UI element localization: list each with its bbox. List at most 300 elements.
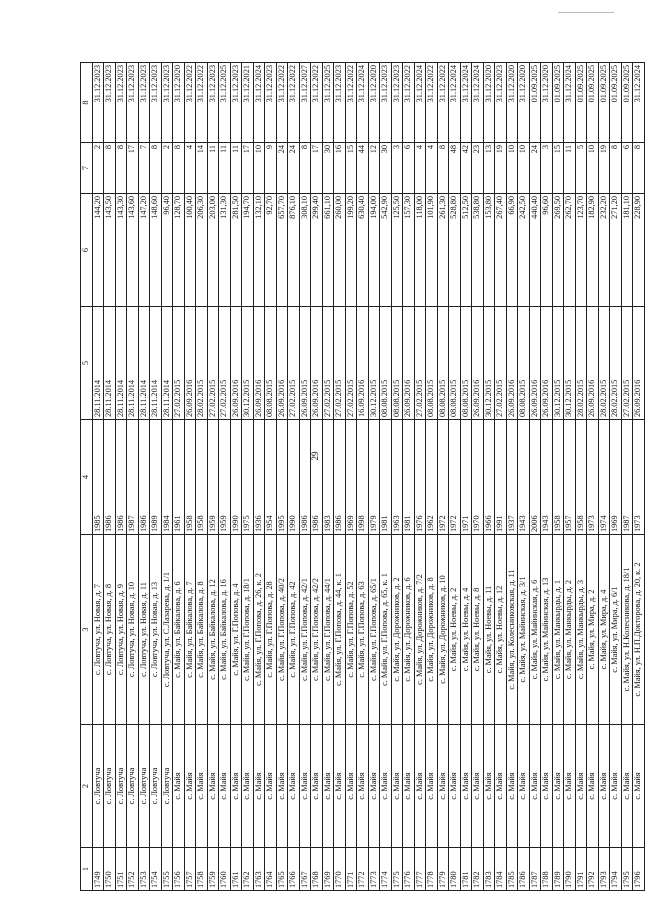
row-number-cell: 1750	[104, 848, 116, 891]
build-year-cell: 1936	[253, 420, 265, 535]
address-cell: с. Ловтуча, ул. Новая, д. 10	[127, 535, 139, 725]
table-row	[368, 63, 380, 891]
area-cell: 228,90	[633, 194, 645, 307]
build-year-cell: 1969	[610, 420, 622, 535]
deadline-cell: 31.12.2023	[265, 63, 277, 143]
address-cell: с. Ловтуча, ул. Новая, д. 9	[115, 535, 127, 725]
build-year-cell: 1990	[288, 420, 300, 535]
address-cell: с. Майя, ул. Ноевы, д. 12	[495, 535, 507, 725]
deadline-cell: 31.12.2023	[127, 63, 139, 143]
deadline-cell: 01.09.2025	[575, 63, 587, 143]
table-row	[357, 63, 369, 891]
deadline-cell: 01.09.2025	[621, 63, 633, 143]
address-cell: с. Майя, ул. Байкалова, д. 6	[173, 535, 185, 725]
table-row	[334, 63, 346, 891]
deadline-cell: 01.09.2025	[552, 63, 564, 143]
row-number-cell: 1790	[564, 848, 576, 891]
count-cell: 30	[380, 143, 392, 194]
count-cell: 10	[518, 143, 530, 194]
table-row	[633, 63, 645, 891]
deadline-cell: 31.12.2020	[483, 63, 495, 143]
build-year-cell: 1966	[483, 420, 495, 535]
date-cell: 28.11.2014	[150, 307, 162, 420]
build-year-cell: 1943	[541, 420, 553, 535]
date-cell: 27.02.2015	[288, 307, 300, 420]
build-year-cell: 1975	[242, 420, 254, 535]
row-number-cell: 1781	[460, 848, 472, 891]
address-cell: с. Майя, ул. Майинская, д. 13	[541, 535, 553, 725]
deadline-cell: 01.09.2025	[610, 63, 622, 143]
build-year-cell: 1986	[311, 420, 323, 535]
row-number-cell: 1754	[150, 848, 162, 891]
deadline-cell: 31.12.2023	[207, 63, 219, 143]
area-cell: 262,70	[564, 194, 576, 307]
address-cell: с. Ловтуча, ул. Новая, д. 13	[150, 535, 162, 725]
settlement-cell: с. Майя	[299, 725, 311, 848]
settlement-cell: с. Майя	[460, 725, 472, 848]
table-row	[276, 63, 288, 891]
address-cell: с. Майя, ул. Г.Попова, д. 63	[357, 535, 369, 725]
table-row	[541, 63, 553, 891]
count-cell: 14	[196, 143, 208, 194]
date-cell: 08.08.2015	[518, 307, 530, 420]
deadline-cell: 31.12.2024	[253, 63, 265, 143]
date-cell: 28.11.2014	[161, 307, 173, 420]
date-cell: 26.09.2016	[633, 307, 645, 420]
count-cell: 15	[552, 143, 564, 194]
count-cell: 44	[357, 143, 369, 194]
build-year-cell: 1998	[357, 420, 369, 535]
count-cell: 12	[368, 143, 380, 194]
table-row	[460, 63, 472, 891]
deadline-cell: 31.12.2024	[357, 63, 369, 143]
area-cell: 308,10	[299, 194, 311, 307]
count-cell: 17	[311, 143, 323, 194]
count-cell: 4	[184, 143, 196, 194]
column-header: 4	[81, 420, 93, 535]
row-number-cell: 1761	[230, 848, 242, 891]
address-cell: с. Майя, ул. Г.Попова, д. 52	[345, 535, 357, 725]
row-number-cell: 1795	[621, 848, 633, 891]
build-year-cell: 1943	[518, 420, 530, 535]
deadline-cell: 31.12.2024	[472, 63, 484, 143]
settlement-cell: с. Майя	[506, 725, 518, 848]
row-number-cell: 1769	[322, 848, 334, 891]
date-cell: 28.02.2015	[598, 307, 610, 420]
table-body	[92, 63, 644, 891]
table-row	[472, 63, 484, 891]
date-cell: 08.08.2015	[380, 307, 392, 420]
deadline-cell: 31.12.2023	[334, 63, 346, 143]
table-row	[322, 63, 334, 891]
area-cell: 157,30	[403, 194, 415, 307]
address-cell: с. Ловтуча, ул. Новая, д. 11	[138, 535, 150, 725]
date-cell: 26.09.2016	[184, 307, 196, 420]
address-cell: с. Майя, ул. Дорожников, д. 2	[391, 535, 403, 725]
settlement-cell: с. Майя	[598, 725, 610, 848]
address-cell: с. Майя, ул. Дорожников, д. 10	[437, 535, 449, 725]
build-year-cell: 1981	[380, 420, 392, 535]
date-cell: 26.09.2016	[403, 307, 415, 420]
count-cell: 16	[334, 143, 346, 194]
table-row	[529, 63, 541, 891]
build-year-cell: 2006	[529, 420, 541, 535]
count-cell: 11	[230, 143, 242, 194]
build-year-cell: 1985	[92, 420, 104, 535]
count-cell: 17	[127, 143, 139, 194]
build-year-cell: 1995	[276, 420, 288, 535]
area-cell: 131,30	[219, 194, 231, 307]
settlement-cell: с. Майя	[322, 725, 334, 848]
area-cell: 271,20	[610, 194, 622, 307]
table-row	[391, 63, 403, 891]
date-cell: 26.09.2016	[529, 307, 541, 420]
settlement-cell: с. Майя	[483, 725, 495, 848]
row-number-cell: 1767	[299, 848, 311, 891]
table-row	[483, 63, 495, 891]
count-cell: 24	[529, 143, 541, 194]
deadline-cell: 31.12.2022	[345, 63, 357, 143]
row-number-cell: 1757	[184, 848, 196, 891]
settlement-cell: с. Майя	[529, 725, 541, 848]
address-cell: с. Майя, ул. Ноевы, д. 4	[460, 535, 472, 725]
settlement-cell: с. Майя	[380, 725, 392, 848]
table-row	[311, 63, 323, 891]
build-year-cell: 1958	[575, 420, 587, 535]
table-row	[150, 63, 162, 891]
table-row	[345, 63, 357, 891]
date-cell: 08.08.2015	[265, 307, 277, 420]
row-number-cell: 1788	[541, 848, 553, 891]
table-row	[230, 63, 242, 891]
page-number: 29	[310, 451, 320, 461]
row-number-cell: 1786	[518, 848, 530, 891]
deadline-cell: 31.12.2020	[541, 63, 553, 143]
table-row	[173, 63, 185, 891]
settlement-cell: с. Майя	[552, 725, 564, 848]
area-cell: 657,70	[276, 194, 288, 307]
date-cell: 08.08.2015	[437, 307, 449, 420]
date-cell: 27.02.2015	[322, 307, 334, 420]
row-number-cell: 1771	[345, 848, 357, 891]
table-row	[495, 63, 507, 891]
date-cell: 26.09.2016	[230, 307, 242, 420]
settlement-cell: с. Майя	[230, 725, 242, 848]
row-number-cell: 1796	[633, 848, 645, 891]
address-cell: с. Майя, ул. Ноевы, д. 8	[472, 535, 484, 725]
address-cell: с. Ловтуча, ул. Новая, д. 8	[104, 535, 116, 725]
build-year-cell: 1976	[414, 420, 426, 535]
deadline-cell: 31.12.2022	[311, 63, 323, 143]
build-year-cell: 1954	[265, 420, 277, 535]
address-cell: с. Майя, ул. Байкалова, д. 7	[184, 535, 196, 725]
table-row	[414, 63, 426, 891]
count-cell: 30	[322, 143, 334, 194]
area-cell: 123,70	[575, 194, 587, 307]
settlement-cell: с. Ловтуча	[127, 725, 139, 848]
table-row	[92, 63, 104, 891]
area-cell: 267,40	[495, 194, 507, 307]
area-cell: 194,70	[242, 194, 254, 307]
row-number-cell: 1792	[587, 848, 599, 891]
area-cell: 269,50	[552, 194, 564, 307]
deadline-cell: 31.12.2023	[150, 63, 162, 143]
table-row	[587, 63, 599, 891]
count-cell: 6	[403, 143, 415, 194]
area-cell: 194,00	[368, 194, 380, 307]
count-cell: 9	[265, 143, 277, 194]
row-number-cell: 1794	[610, 848, 622, 891]
address-cell: с. Ловтуча, ул. Новая, д. 7	[92, 535, 104, 725]
row-number-cell: 1751	[115, 848, 127, 891]
address-cell: с. Майя, ул. Майинская, д. 3/1	[518, 535, 530, 725]
date-cell: 28.11.2014	[92, 307, 104, 420]
area-cell: 661,10	[322, 194, 334, 307]
address-cell: с. Майя, ул. Мира, д. 6/1	[610, 535, 622, 725]
row-number-cell: 1752	[127, 848, 139, 891]
count-cell: 7	[138, 143, 150, 194]
row-number-cell: 1753	[138, 848, 150, 891]
address-cell: с. Майя, ул. Г.Попова, д. 65, к. 1	[380, 535, 392, 725]
date-cell: 28.02.2015	[196, 307, 208, 420]
date-cell: 28.11.2014	[104, 307, 116, 420]
build-year-cell: 1986	[115, 420, 127, 535]
row-number-cell: 1768	[311, 848, 323, 891]
address-cell: с. Майя, ул. Г.Попова, д. 28	[265, 535, 277, 725]
count-cell: 15	[345, 143, 357, 194]
build-year-cell: 1986	[138, 420, 150, 535]
settlement-cell: с. Ловтуча	[104, 725, 116, 848]
row-number-cell: 1791	[575, 848, 587, 891]
area-cell: 281,50	[230, 194, 242, 307]
column-header: 8	[81, 63, 93, 143]
date-cell: 28.02.2015	[610, 307, 622, 420]
settlement-cell: с. Ловтуча	[138, 725, 150, 848]
table-row	[265, 63, 277, 891]
settlement-cell: с. Майя	[472, 725, 484, 848]
settlement-cell: с. Майя	[345, 725, 357, 848]
date-cell: 30.12.2015	[564, 307, 576, 420]
settlement-cell: с. Майя	[564, 725, 576, 848]
deadline-cell: 31.12.2023	[92, 63, 104, 143]
date-cell: 28.11.2014	[138, 307, 150, 420]
address-cell: с. Майя, ул. Колесниковская, д. 11	[506, 535, 518, 725]
date-cell: 27.02.2015	[345, 307, 357, 420]
area-cell: 261,30	[437, 194, 449, 307]
row-number-cell: 1749	[92, 848, 104, 891]
table-row	[196, 63, 208, 891]
column-header: 2	[81, 725, 93, 848]
address-cell: с. Майя, ул. Г.Попова, д. 44/1	[322, 535, 334, 725]
row-number-cell: 1777	[414, 848, 426, 891]
settlement-cell: с. Майя	[541, 725, 553, 848]
date-cell: 08.08.2015	[460, 307, 472, 420]
area-cell: 148,60	[150, 194, 162, 307]
deadline-cell: 31.12.2022	[196, 63, 208, 143]
date-cell: 16.09.2016	[357, 307, 369, 420]
area-cell: 203,00	[207, 194, 219, 307]
date-cell: 28.11.2014	[127, 307, 139, 420]
date-cell: 26.09.2016	[276, 307, 288, 420]
area-cell: 630,40	[357, 194, 369, 307]
row-number-cell: 1755	[161, 848, 173, 891]
date-cell: 30.12.2015	[242, 307, 254, 420]
build-year-cell: 1961	[173, 420, 185, 535]
count-cell: 2	[161, 143, 173, 194]
row-number-cell: 1766	[288, 848, 300, 891]
date-cell: 27.02.2015	[207, 307, 219, 420]
settlement-cell: с. Майя	[621, 725, 633, 848]
settlement-cell: с. Майя	[610, 725, 622, 848]
count-cell: 11	[219, 143, 231, 194]
row-number-cell: 1775	[391, 848, 403, 891]
count-cell: 8	[633, 143, 645, 194]
count-cell: 13	[483, 143, 495, 194]
table-row	[621, 63, 633, 891]
address-cell: с. Майя, ул. Г.Попова, д. 42	[288, 535, 300, 725]
build-year-cell: 1972	[437, 420, 449, 535]
deadline-cell: 31.12.2023	[230, 63, 242, 143]
date-cell: 28.02.2015	[575, 307, 587, 420]
count-cell: 8	[299, 143, 311, 194]
area-cell: 101,90	[426, 194, 438, 307]
row-number-cell: 1783	[483, 848, 495, 891]
build-year-cell: 1958	[184, 420, 196, 535]
table-row	[288, 63, 300, 891]
address-cell: с. Ловтуча, ул. С.Лазарева, д. 1/1	[161, 535, 173, 725]
column-header: 6	[81, 194, 93, 307]
count-cell: 8	[104, 143, 116, 194]
build-year-cell: 1974	[598, 420, 610, 535]
build-year-cell: 1986	[334, 420, 346, 535]
area-cell: 153,80	[483, 194, 495, 307]
table-row	[598, 63, 610, 891]
row-number-cell: 1773	[368, 848, 380, 891]
table-row	[518, 63, 530, 891]
build-year-cell: 1983	[322, 420, 334, 535]
settlement-cell: с. Майя	[288, 725, 300, 848]
build-year-cell: 1972	[449, 420, 461, 535]
address-cell: с. Майя, ул. Г.Попова, д. 42/2	[311, 535, 323, 725]
count-cell: 17	[242, 143, 254, 194]
area-cell: 242,50	[518, 194, 530, 307]
settlement-cell: с. Майя	[184, 725, 196, 848]
date-cell: 08.08.2015	[449, 307, 461, 420]
date-cell: 08.08.2015	[391, 307, 403, 420]
date-cell: 27.02.2015	[621, 307, 633, 420]
address-cell: с. Майя, ул. Г.Попова, д. 40/2	[276, 535, 288, 725]
row-number-cell: 1782	[472, 848, 484, 891]
date-cell: 30.12.2015	[368, 307, 380, 420]
deadline-cell: 31.12.2023	[138, 63, 150, 143]
settlement-cell: с. Майя	[587, 725, 599, 848]
column-header: 3	[81, 535, 93, 725]
address-cell: с. Майя, ул. Дорожников, д. 7/2	[414, 535, 426, 725]
settlement-cell: с. Майя	[265, 725, 277, 848]
date-cell: 26.09.2016	[253, 307, 265, 420]
address-cell: с. Майя, ул. Дорожников, д. 8	[426, 535, 438, 725]
area-cell: 143,60	[127, 194, 139, 307]
area-cell: 199,20	[345, 194, 357, 307]
deadline-cell: 31.12.2022	[437, 63, 449, 143]
address-cell: с. Майя, ул. Байкалова, д. 16	[219, 535, 231, 725]
count-cell: 10	[253, 143, 265, 194]
count-cell: 4	[426, 143, 438, 194]
deadline-cell: 31.12.2024	[564, 63, 576, 143]
table-row	[104, 63, 116, 891]
build-year-cell: 1990	[230, 420, 242, 535]
column-header: 1	[81, 848, 93, 891]
build-year-cell: 1959	[219, 420, 231, 535]
area-cell: 96,60	[541, 194, 553, 307]
row-number-cell: 1776	[403, 848, 415, 891]
build-year-cell: 1979	[368, 420, 380, 535]
address-cell: с. Майя, ул. Г.Попова, д. 44, к. 1	[334, 535, 346, 725]
area-cell: 118,00	[414, 194, 426, 307]
area-cell: 260,00	[334, 194, 346, 307]
count-cell: 6	[621, 143, 633, 194]
settlement-cell: с. Майя	[173, 725, 185, 848]
row-number-cell: 1765	[276, 848, 288, 891]
date-cell: 26.09.2015	[299, 307, 311, 420]
build-year-cell: 1969	[345, 420, 357, 535]
area-cell: 147,20	[138, 194, 150, 307]
row-number-cell: 1770	[334, 848, 346, 891]
table-row	[242, 63, 254, 891]
count-cell: 5	[575, 143, 587, 194]
column-number-row	[81, 63, 93, 891]
address-cell: с. Майя, ул. Н.П.Докторова, д. 20, к. 2	[633, 535, 645, 725]
settlement-cell: с. Майя	[242, 725, 254, 848]
deadline-cell: 31.12.2022	[276, 63, 288, 143]
row-number-cell: 1784	[495, 848, 507, 891]
deadline-cell: 31.12.2022	[288, 63, 300, 143]
count-cell: 23	[472, 143, 484, 194]
deadline-cell: 31.12.2022	[184, 63, 196, 143]
row-number-cell: 1764	[265, 848, 277, 891]
row-number-cell: 1778	[426, 848, 438, 891]
count-cell: 42	[460, 143, 472, 194]
settlement-cell: с. Майя	[414, 725, 426, 848]
date-cell: 26.09.2016	[541, 307, 553, 420]
deadline-cell: 31.12.2023	[161, 63, 173, 143]
area-cell: 299,40	[311, 194, 323, 307]
address-cell: с. Майя, ул. Дорожников, д. 6	[403, 535, 415, 725]
count-cell: 48	[449, 143, 461, 194]
settlement-cell: с. Майя	[391, 725, 403, 848]
table-row	[207, 63, 219, 891]
settlement-cell: с. Майя	[403, 725, 415, 848]
area-cell: 512,50	[460, 194, 472, 307]
count-cell: 4	[414, 143, 426, 194]
date-cell: 08.08.2015	[426, 307, 438, 420]
area-cell: 66,90	[506, 194, 518, 307]
row-number-cell: 1785	[506, 848, 518, 891]
build-year-cell: 1958	[196, 420, 208, 535]
count-cell: 8	[610, 143, 622, 194]
count-cell: 8	[437, 143, 449, 194]
corner-mark	[558, 12, 614, 15]
deadline-cell: 31.12.2021	[242, 63, 254, 143]
row-number-cell: 1756	[173, 848, 185, 891]
count-cell: 8	[173, 143, 185, 194]
deadline-cell: 31.12.2024	[414, 63, 426, 143]
build-year-cell: 1987	[127, 420, 139, 535]
deadline-cell: 31.12.2020	[173, 63, 185, 143]
deadline-cell: 31.12.2023	[380, 63, 392, 143]
build-year-cell: 1973	[633, 420, 645, 535]
area-cell: 182,90	[587, 194, 599, 307]
